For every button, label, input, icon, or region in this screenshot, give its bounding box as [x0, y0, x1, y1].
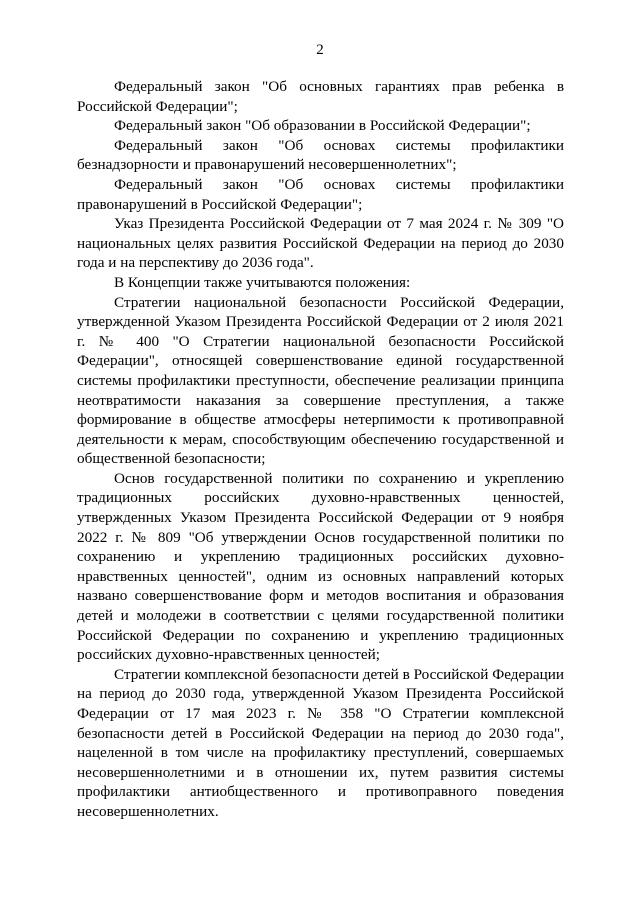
paragraph-law-education: Федеральный закон "Об образовании в Российской Федерации"; [114, 117, 531, 135]
page-number: 2 [316, 42, 324, 58]
paragraph-child-safety-strategy: Стратегии комплексной безопасности детей в Российской Федерации на период до 2030 года, утвержденной Указом Президента Российской Федерации от 17 мая 2023 г. № 358 "О Стратегии комплексной безопасности детей в Российской Федерации на период до 2030 года", нацеленной в том числе на профилактику преступлений, совершаемых несовершеннолетними и в отношении их, путем развития системы профилактики антиобщественного и противоправного поведения несовершеннолетних. [77, 665, 564, 820]
paragraph-concept-intro: В Концепции также учитываются положения: [114, 273, 411, 291]
document-body [77, 77, 564, 822]
paragraph-law-child-rights: Федеральный закон "Об основных гарантиях прав ребенка в Российской Федерации"; [77, 78, 564, 115]
paragraph-traditional-values-policy: Основ государственной политики по сохранению и укреплению традиционных российских духовно-нравственных ценностей, утвержденных Указом Президента Российской Федерации от 9 ноября 2022 г. № 809 "Об утверждении Основ государственной политики по сохранению и укреплению традиционных российских духовно-нравственных ценностей", одним из основных направлений которых названо совершенствование форм и методов воспитания и образования детей и молодежи в соответствии с целями государственной политики Российской Федерации по сохранению и укреплению традиционных российских духовно-нравственных ценностей; [77, 469, 564, 664]
paragraph-national-security-strategy: Стратегии национальной безопасности Российской Федерации, утвержденной Указом Президента Российской Федерации от 2 июля 2021 г. № 400 "О Стратегии национальной безопасности Российской Федерации", относящей совершенствование единой государственной системы профилактики преступности, обеспечение реализации принципа неотвратимости наказания за совершение преступления, а также формирование в обществе атмосферы нетерпимости к противоправной деятельности к мерам, способствующим обеспечению государственной и общественной безопасности; [77, 293, 564, 468]
paragraph-law-offense-prevention: Федеральный закон "Об основах системы профилактики правонарушений в Российской Федерации"; [77, 175, 564, 213]
paragraph-law-juvenile-prevention: Федеральный закон "Об основах системы профилактики безнадзорности и правонарушений несовершеннолетних"; [77, 136, 564, 174]
paragraph-decree-national-goals: Указ Президента Российской Федерации от 7 мая 2024 г. № 309 "О национальных целях развития Российской Федерации на период до 2030 года и на перспективу до 2036 года". [77, 215, 564, 272]
